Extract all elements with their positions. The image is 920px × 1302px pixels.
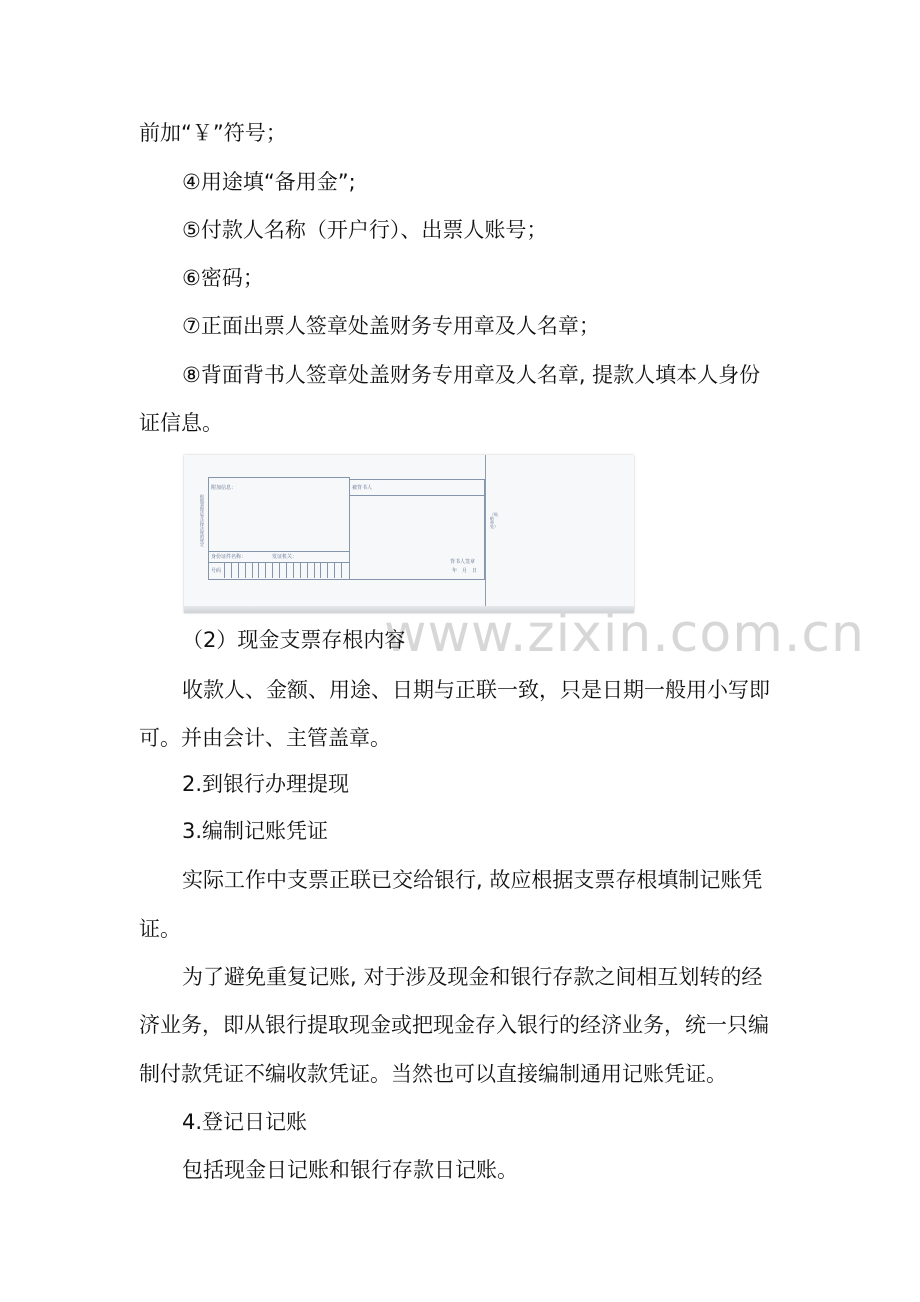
left-vertical-note: 根据票据法等法律法规的规定 [200, 494, 204, 547]
check-back-image [184, 455, 634, 613]
id-type-label: 身份证件名称： [211, 554, 247, 560]
watermark: www.zixin.com.cn [384, 604, 865, 664]
text-line: 3.编制记账凭证 [182, 819, 329, 843]
text-line: ⑤付款人名称（开户行）、出票人账号； [182, 218, 548, 242]
text-line: 包括现金日记账和银行存款日记账。 [182, 1158, 518, 1182]
date-label: 年 月 日 [452, 568, 478, 574]
text-line: ⑧背面背书人签章处盖财务专用章及人名章, 提款人填本人身份 [182, 363, 761, 387]
text-line: ⑥密码； [182, 266, 264, 290]
text-line: 4.登记日记账 [182, 1110, 308, 1134]
text-line: 证。 [139, 917, 181, 941]
text-line: （2）现金支票存根内容 [182, 628, 406, 652]
issuer-label: 发证机关： [272, 554, 298, 560]
text-line: 证信息。 [139, 411, 223, 435]
text-line: 收款人、金额、用途、日期与正联一致，只是日期一般用小写即 [182, 678, 770, 702]
text-line: 济业务，即从银行提取现金或把现金存入银行的经济业务，统一只编 [139, 1013, 769, 1037]
text-line: 前加“￥”符号； [139, 121, 287, 145]
text-line: 2.到银行办理提现 [182, 772, 350, 796]
check-rule [208, 551, 350, 552]
check-rule [349, 495, 485, 496]
text-line: 制付款凭证不编收款凭证。当然也可以直接编制通用记账凭证。 [139, 1062, 727, 1086]
stamp-vertical-label: （贴粘单处） [490, 512, 498, 529]
text-line: ⑦正面出票人签章处盖财务专用章及人名章； [182, 314, 600, 338]
text-line: 实际工作中支票正联已交给银行, 故应根据支票存根填制记账凭 [182, 868, 763, 892]
signature-label: 背书人签章 [450, 559, 476, 565]
number-label: 号码 [211, 568, 222, 574]
text-line: 为了避免重复记账, 对于涉及现金和银行存款之间相互划转的经 [182, 965, 763, 989]
text-line: ④用途填“备用金”; [182, 170, 356, 194]
id-number-cells [224, 562, 348, 578]
additional-info-label: 附加信息： [211, 485, 237, 491]
endorsee-label: 被背书人 [352, 485, 373, 491]
check-perforation-line [485, 455, 486, 613]
text-line: 可。并由会计、主管盖章。 [139, 726, 391, 750]
